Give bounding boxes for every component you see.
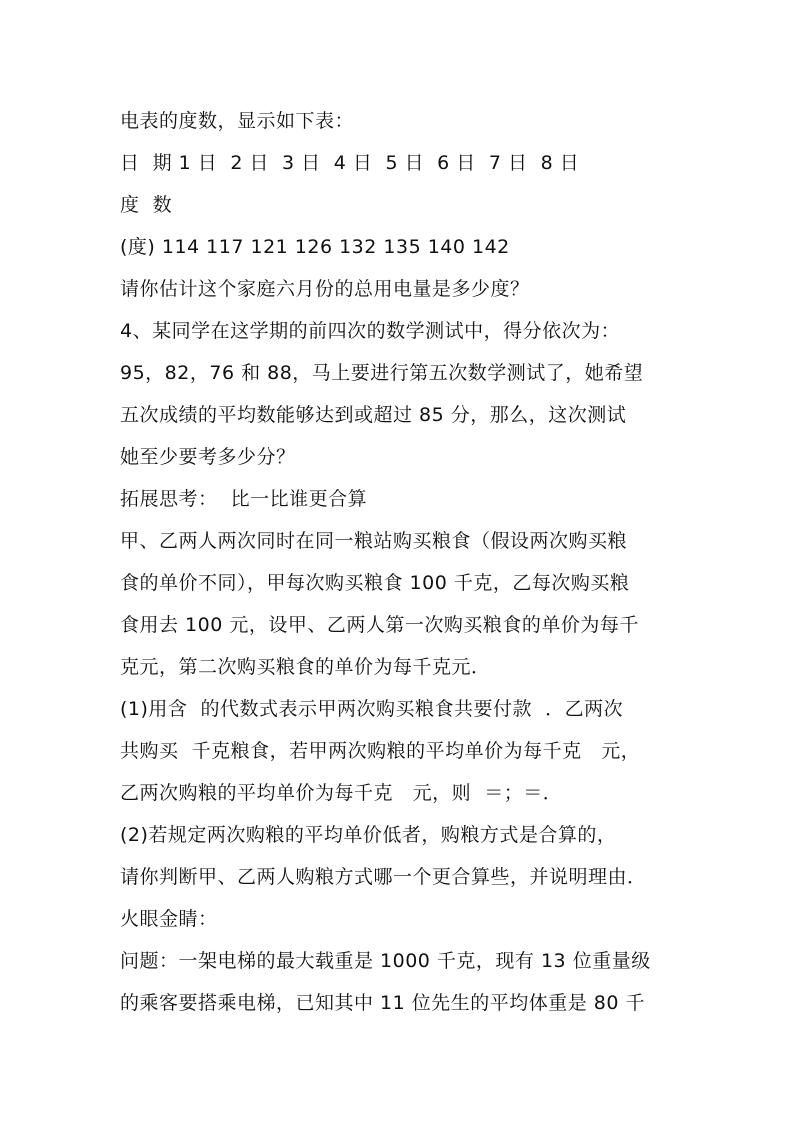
problem-4-line: 4、某同学在这学期的前四次的数学测试中，得分依次为：: [120, 320, 621, 342]
section-heading: 火眼金睛：: [120, 908, 218, 930]
problem-4-line: 95，82，76 和 88，马上要进行第五次数学测试了，她希望: [120, 362, 644, 384]
text-line: 甲、乙两人两次同时在同一粮站购买粮食（假设两次购买粮: [120, 530, 628, 552]
text-line: 克元，第二次购买粮食的单价为每千克元．: [120, 656, 491, 678]
subquestion-2-line: (2)若规定两次购粮的平均单价低者，购粮方式是合算的，: [120, 824, 617, 846]
text-line: 食的单价不同），甲每次购买粮食 100 千克，乙每次购买粮: [120, 572, 630, 594]
problem-4-line: 她至少要考多少分？: [120, 446, 296, 468]
table-row-dates: 日 期 1 日 2 日 3 日 4 日 5 日 6 日 7 日 8 日: [120, 152, 580, 174]
section-heading: 拓展思考： 比一比谁更合算: [120, 488, 368, 510]
text-line: 问题：一架电梯的最大载重是 1000 千克，现有 13 位重量级: [120, 950, 651, 972]
text-line: 电表的度数，显示如下表：: [120, 110, 355, 132]
subquestion-2-line: 请你判断甲、乙两人购粮方式哪一个更合算些，并说明理由．: [120, 866, 647, 888]
question-line: 请你估计这个家庭六月份的总用电量是多少度？: [120, 278, 530, 300]
table-row-reading-label: 度 数: [120, 194, 173, 216]
text-line: 食用去 100 元，设甲、乙两人第一次购买粮食的单价为每千: [120, 614, 639, 636]
subquestion-1-line: (1)用含 的代数式表示甲两次购买粮食共要付款 ．乙两次: [120, 698, 624, 720]
document-body: [120, 100, 720, 1024]
text-line: 的乘客要搭乘电梯，已知其中 11 位先生的平均体重是 80 千: [120, 992, 646, 1014]
table-row-readings: (度) 114 117 121 126 132 135 140 142: [120, 236, 510, 258]
subquestion-1-line: 共购买 千克粮食，若甲两次购粮的平均单价为每千克 元，: [120, 740, 641, 762]
subquestion-1-line: 乙两次购粮的平均单价为每千克 元，则 ＝；＝．: [120, 782, 563, 804]
problem-4-line: 五次成绩的平均数能够达到或超过 85 分，那么，这次测试: [120, 404, 627, 426]
